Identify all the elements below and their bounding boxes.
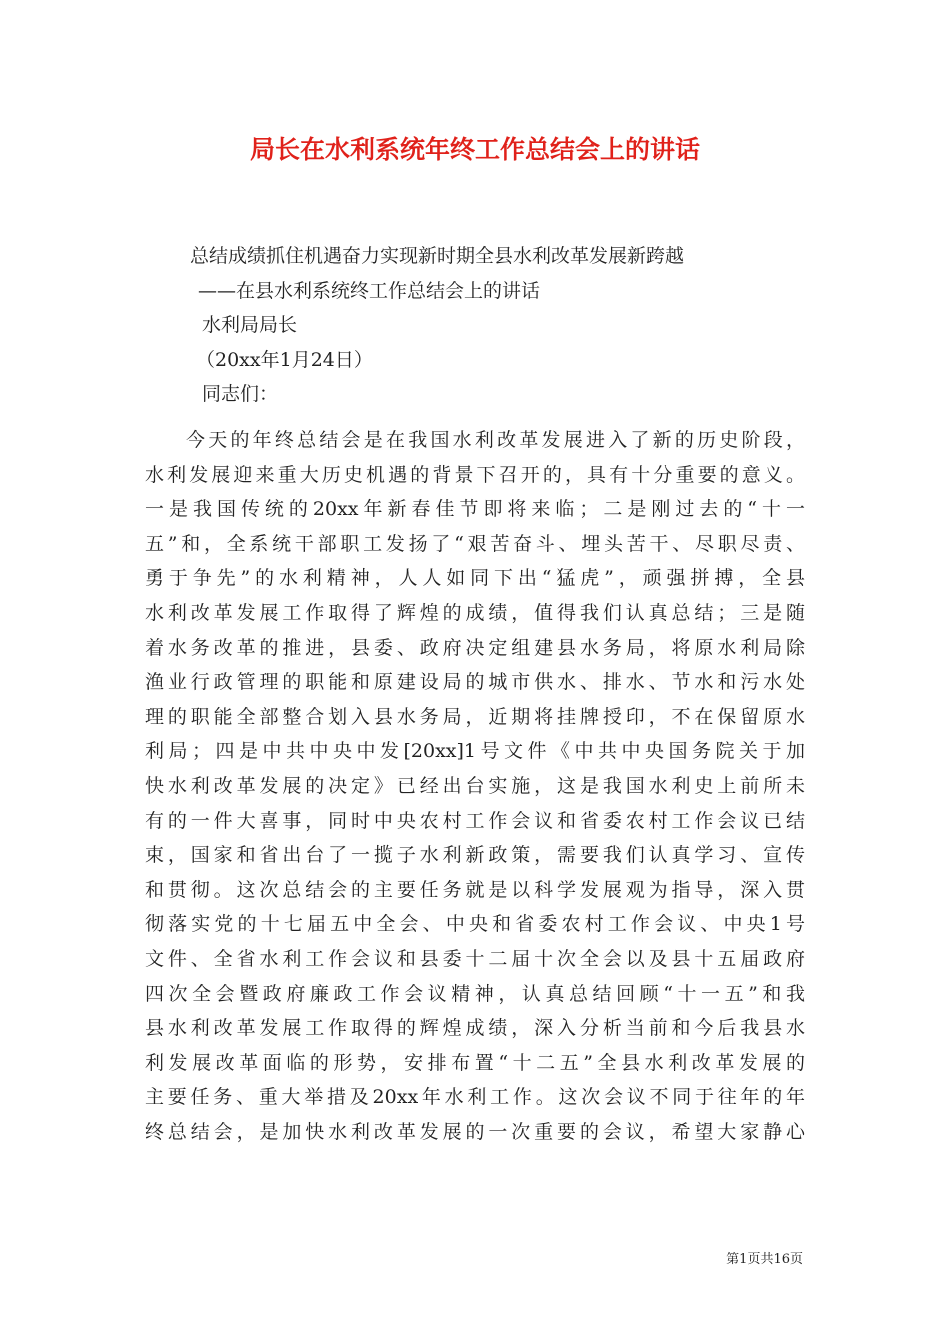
speaker-title: 水利局局长 <box>202 314 298 336</box>
body-line: 今天的年终总结会是在我国水利改革发展进入了新的历史阶段， <box>186 429 805 451</box>
body-line: 束，国家和省出台了一揽子水利新政策，需要我们认真学习、宣传 <box>145 844 805 867</box>
body-line: 四次全会暨政府廉政工作会议精神，认真总结回顾“十一五”和我 <box>145 982 805 1005</box>
body-line: 和贯彻。这次总结会的主要任务就是以科学发展观为指导，深入贯 <box>145 878 805 901</box>
speech-subtitle: 总结成绩抓住机遇奋力实现新时期全县水利改革发展新跨越 <box>190 245 685 267</box>
page-number: 第1页共16页 <box>726 1252 803 1267</box>
body-line: 水利发展迎来重大历史机遇的背景下召开的，具有十分重要的意义。 <box>145 463 805 486</box>
body-line: 彻落实党的十七届五中全会、中央和省委农村工作会议、中央1号 <box>145 913 805 936</box>
greeting: 同志们： <box>202 383 279 405</box>
body-line: 渔业行政管理的职能和原建设局的城市供水、排水、节水和污水处 <box>145 671 805 694</box>
body-line: 着水务改革的推进，县委、政府决定组建县水务局，将原水利局除 <box>145 636 805 659</box>
body-line: 有的一件大喜事，同时中央农村工作会议和省委农村工作会议已结 <box>145 809 805 832</box>
body-line: 勇于争先”的水利精神，人人如同下出“猛虎”，顽强拼搏，全县 <box>145 567 805 590</box>
speech-date: （20xx年1月24日） <box>196 348 373 371</box>
body-line: 主要任务、重大举措及20xx年水利工作。这次会议不同于往年的年 <box>145 1086 805 1109</box>
body-line: 五”和，全系统干部职工发扬了“艰苦奋斗、埋头苦干、尽职尽责、 <box>145 532 805 555</box>
body-line: 理的职能全部整合划入县水务局，近期将挂牌授印，不在保留原水 <box>145 705 805 728</box>
body-paragraph <box>145 423 805 1149</box>
body-line: 一是我国传统的20xx年新春佳节即将来临；二是刚过去的“十一 <box>145 498 805 521</box>
body-line: 水利改革发展工作取得了辉煌的成绩，值得我们认真总结；三是随 <box>145 601 805 624</box>
front-matter <box>0 239 950 412</box>
body-line: 终总结会，是加快水利改革发展的一次重要的会议，希望大家静心 <box>145 1120 805 1143</box>
body-line: 文件、全省水利工作会议和县委十二届十次全会以及县十五届政府 <box>145 947 805 970</box>
document-title: 局长在水利系统年终工作总结会上的讲话 <box>249 135 700 164</box>
body-line: 县水利改革发展工作取得的辉煌成绩，深入分析当前和今后我县水 <box>145 1017 805 1040</box>
body-line: 快水利改革发展的决定》已经出台实施，这是我国水利史上前所未 <box>145 774 805 797</box>
body-line: 利发展改革面临的形势，安排布置“十二五”全县水利改革发展的 <box>145 1051 805 1074</box>
body-line: 利局；四是中共中央中发[20xx]1号文件《中共中央国务院关于加 <box>145 740 805 763</box>
speech-occasion: ——在县水利系统终工作总结会上的讲话 <box>198 279 541 302</box>
